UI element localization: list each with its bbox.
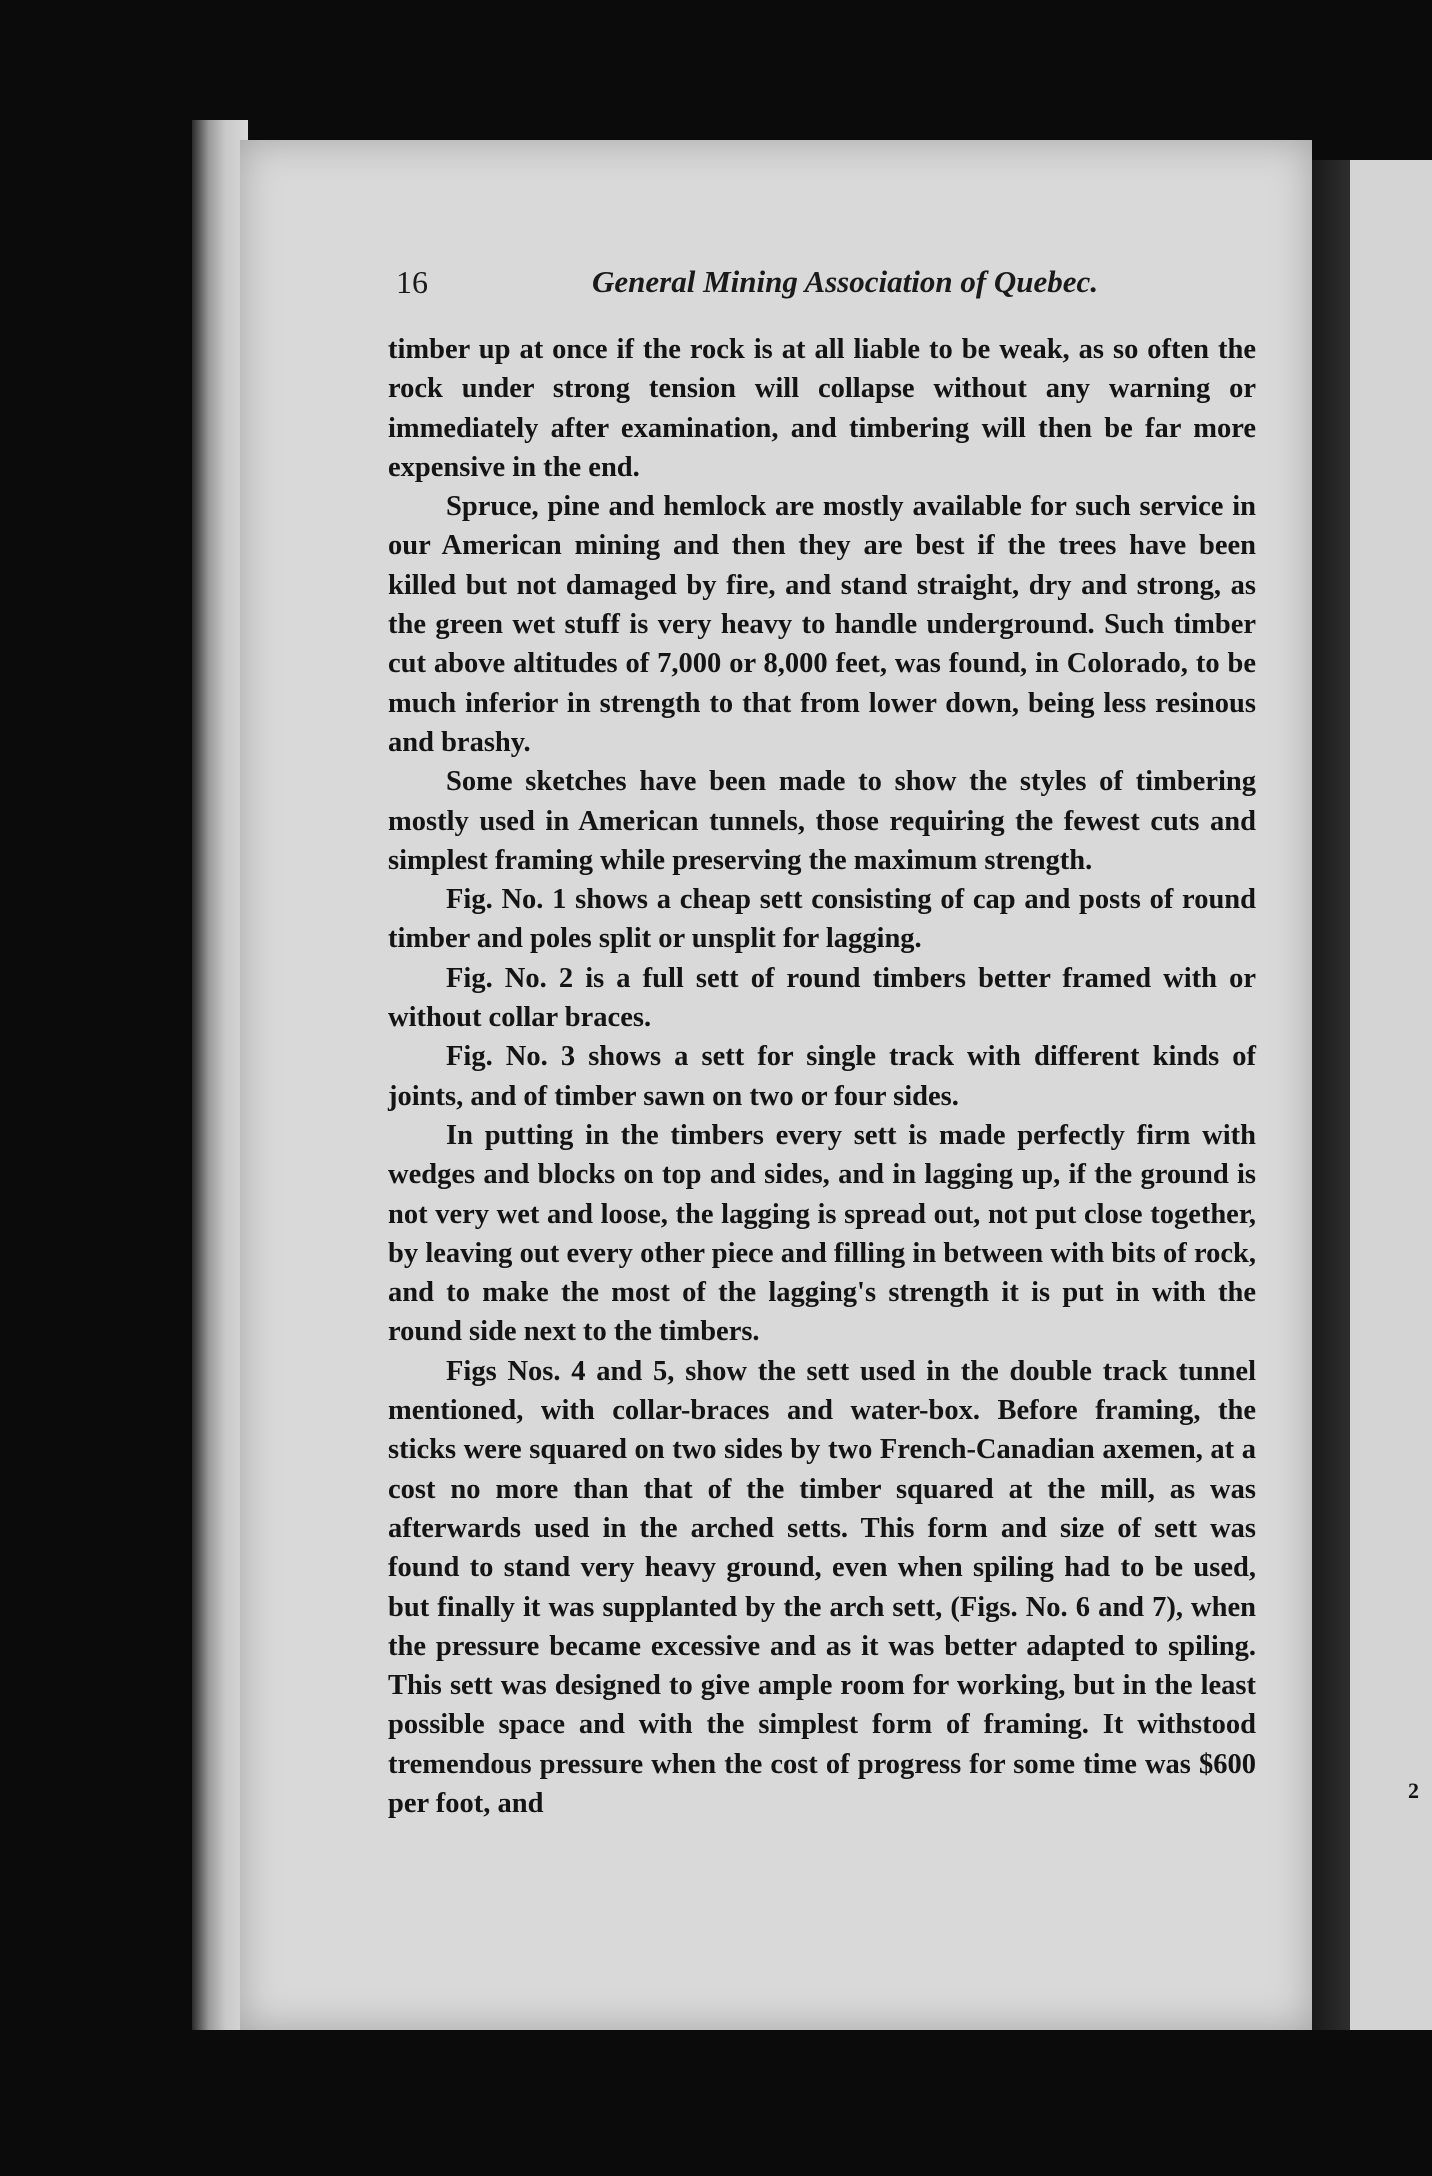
- paragraph: Fig. No. 2 is a full sett of round timbers better framed with or without collar braces.: [388, 962, 1256, 1034]
- paragraph: Some sketches have been made to show the styles of timbering mostly used in American tunnels, those requiring the fewest cuts and simplest framing while preserving the maximum strength.: [388, 766, 1256, 876]
- paragraph: In putting in the timbers every sett is made perfectly firm with wedges and blocks on top and sides, and in lagging up, if the ground is not very wet and loose, the lagging is spread out, not put close together, by leaving out every other piece and filling in between with bits of rock, and to make the most of the lagging's strength it is put in with the round side next to the timbers.: [388, 1119, 1256, 1348]
- running-header: [396, 264, 1099, 314]
- body-text: [388, 330, 1256, 1823]
- paragraph: Fig. No. 3 shows a sett for single track with different kinds of joints, and of timber sawn on two or four sides.: [388, 1041, 1256, 1112]
- page-number: 16: [396, 264, 428, 300]
- facing-page-edge: [1350, 160, 1432, 2030]
- paragraph: Figs Nos. 4 and 5, show the sett used in the double track tunnel mentioned, with collar-braces and water-box. Before framing, the sticks were squared on two sides by two French-Canadian axemen, at a cost no more than that of the timber squared at the mill, as was afterwards used in the arched setts. This form and size of sett was found to stand very heavy ground, even when spiling had to be used, but finally it was supplanted by the arch sett, (Figs. No. 6 and 7), when the pressure became excessive and as it was better adapted to spiling. This sett was designed to give ample room for working, but in the least possible space and with the simplest form of framing. It withstood tremendous pressure when the cost of progress for some time was $600 per foot, and: [388, 1355, 1256, 1819]
- running-title: General Mining Association of Quebec.: [592, 264, 1099, 299]
- paragraph: Spruce, pine and hemlock are mostly available for such service in our American mining and then they are best if the trees have been killed but not damaged by fire, and stand straight, dry and strong, as the green wet stuff is very heavy to handle underground. Such timber cut above altitudes of 7,000 or 8,000 feet, was found, in Colorado, to be much inferior in strength to that from lower down, being less resinous and brashy.: [388, 491, 1256, 758]
- facing-page-fragment: 2: [1408, 1778, 1419, 1803]
- paragraph: Fig. No. 1 shows a cheap sett consisting of cap and posts of round timber and poles split or unsplit for lagging.: [388, 884, 1256, 955]
- book-gutter: [1312, 160, 1350, 2030]
- paragraph: timber up at once if the rock is at all liable to be weak, as so often the rock under strong tension will collapse without any warning or immediately after examination, and timbering will then be far more expensive in the end.: [388, 334, 1256, 483]
